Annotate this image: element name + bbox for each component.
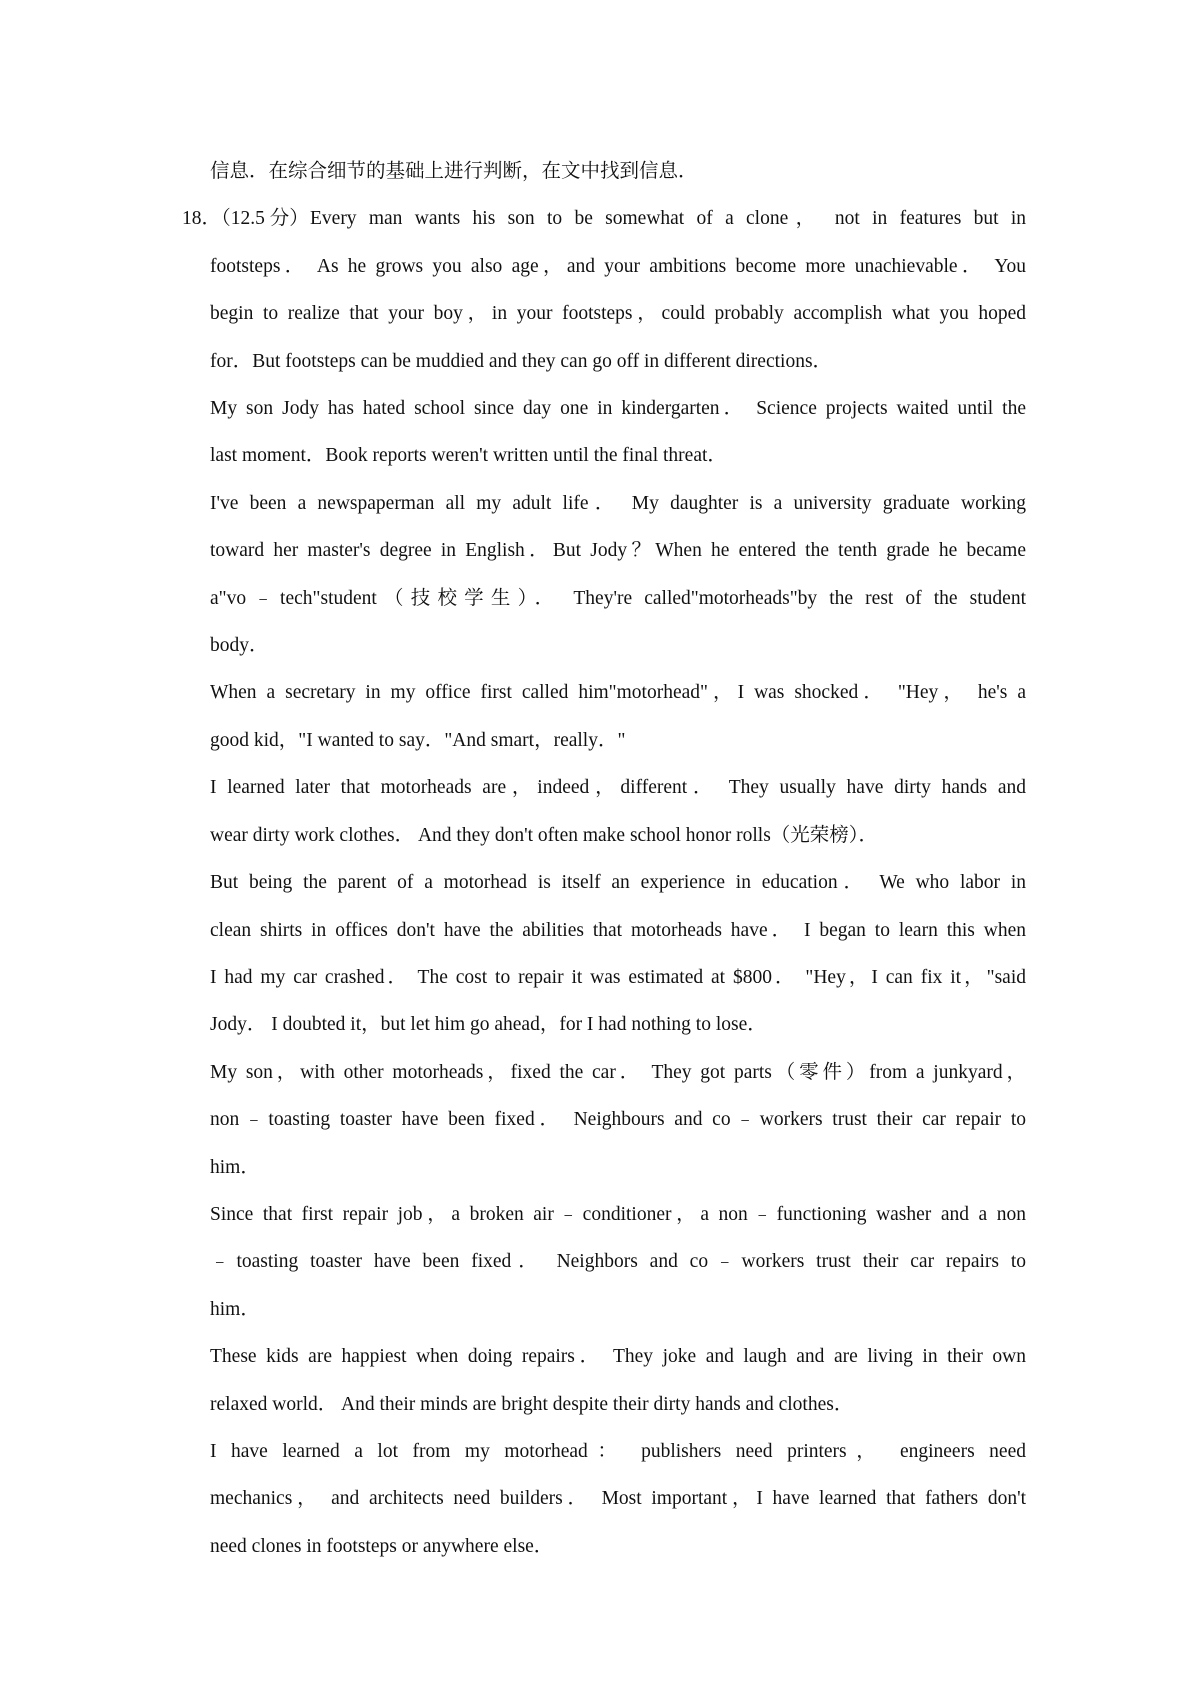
line-20: My son，with other motorheads，fixed the car． They got parts（零件）from a junkyard， [210, 1061, 1026, 1083]
line-9: toward her master's degree in English．But Jody？When he entered the tenth grade he became [210, 540, 1026, 562]
line-15: wear dirty work clothes． And they don't often make school honor rolls（光荣榜）． [210, 824, 879, 846]
line-4: begin to realize that your boy，in your footsteps，could probably accomplish what you hoped [210, 303, 1026, 325]
line-8: I've been a newspaperman all my adult life． My daughter is a university graduate working [210, 492, 1026, 514]
line-14: I learned later that motorheads are，indeed，different． They usually have dirty hands and [210, 777, 1026, 799]
line-21: non﹣toasting toaster have been fixed． Neighbours and co﹣workers trust their car repair to [210, 1109, 1026, 1131]
line-19: Jody． I doubted it，but let him go ahead，for I had nothing to lose． [210, 1014, 767, 1036]
line-22: him． [210, 1156, 260, 1178]
line-12: When a secretary in my office first called him"motorhead"，I was shocked． "Hey， he's a [210, 682, 1026, 704]
line-7: last moment．Book reports weren't written until the final threat． [210, 445, 727, 467]
line-13: good kid，"I wanted to say．"And smart，really．" [210, 729, 626, 751]
line-2: Every man wants his son to be somewhat of a clone， not in features but in [310, 208, 1026, 230]
line-17: clean shirts in offices don't have the abilities that motorheads have． I began to learn this when [210, 919, 1026, 941]
question-score: （12.5 分） [221, 208, 309, 229]
line-24: ﹣toasting toaster have been fixed． Neighbors and co﹣workers trust their car repairs to [210, 1251, 1026, 1273]
line-28: I have learned a lot from my motorhead： publishers need printers， engineers need [210, 1440, 1026, 1462]
line-1: 信息．在综合细节的基础上进行判断，在文中找到信息． [210, 161, 698, 182]
line-26: These kids are happiest when doing repairs． They joke and laugh and are living in their own [210, 1346, 1026, 1368]
line-5: for．But footsteps can be muddied and they can go off in different directions． [210, 350, 833, 372]
line-6: My son Jody has hated school since day one in kindergarten． Science projects waited until the [210, 398, 1026, 420]
line-30: need clones in footsteps or anywhere else． [210, 1535, 554, 1557]
passage [210, 148, 1026, 1570]
line-23: Since that first repair job，a broken air﹣conditioner，a non﹣functioning washer and a non [210, 1203, 1026, 1225]
line-10: a"vo﹣tech"student（技校学生）． They're called"motorheads"by the rest of the student [210, 587, 1026, 609]
line-29: mechanics， and architects need builders． Most important，I have learned that fathers don't [210, 1488, 1026, 1510]
line-27: relaxed world． And their minds are bright despite their dirty hands and clothes． [210, 1393, 854, 1415]
question-number-text: 18． [182, 208, 222, 229]
line-11: body． [210, 635, 269, 657]
line-25: him． [210, 1298, 260, 1320]
line-3: footsteps． As he grows you also age，and your ambitions become more unachievable． You [210, 255, 1026, 277]
line-18: I had my car crashed． The cost to repair it was estimated at $800． "Hey，I can fix it，"said [210, 966, 1026, 988]
line-16: But being the parent of a motorhead is itself an experience in education． We who labor in [210, 872, 1026, 894]
